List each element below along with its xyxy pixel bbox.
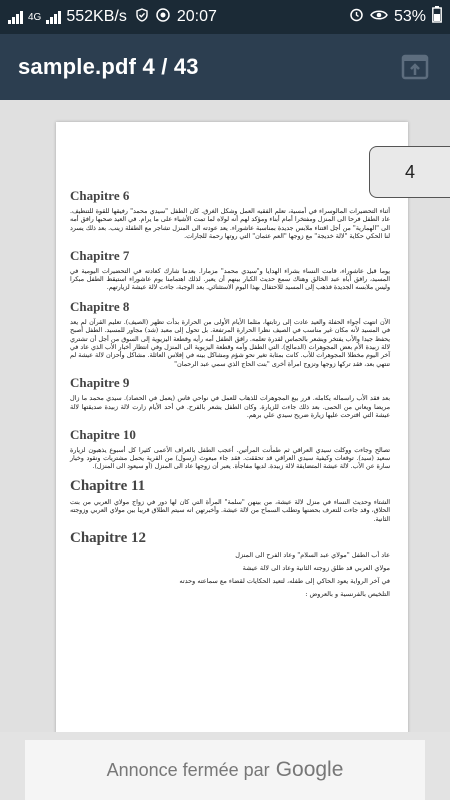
- chapter-heading: Chapitre 8: [70, 298, 130, 314]
- pdf-page: [56, 122, 408, 732]
- battery-level: 53%: [393, 8, 426, 25]
- text-line: مولاي العربي قد طلق زوجته الثانية وعاد الى لالة عيشة: [242, 563, 390, 572]
- text-line: في آخر الرواية يعود الحاكي إلى طفله، لتعيد الحكايات لقضاء مع سماعته وحدته: [179, 576, 390, 585]
- google-logo: Google: [275, 758, 344, 781]
- paragraph: بعد فقد الأب راسماله يكامله. قرر بيع المجوهرات للذهاب للعمل في نواحي فاس (يعمل في الحصاد). سيدي محمد ما زال مريضا ويعاني من الحمى. بعد ذلك جاءت للزيارة. وكان الطفل يشعر بالفرح. في أحد الأيام زارت لالة زبيدة صديقتها لالة عيشة التي اقترحت عليها زيارة ضريح سيدي علي برهم.: [70, 395, 390, 420]
- chapter-heading: Chapitre 9: [70, 375, 130, 391]
- signal-icon: [46, 10, 61, 24]
- chapter-heading: Chapitre 10: [70, 426, 136, 442]
- paragraph: أثناء التحضيرات المالوسراء في أمسية، تعلم الفقيه العمل وشكل الغرق. كان الطفل "سيدي محمد" رفيقها للقوة للتنظيف. عاد الطفل فرحا الى المنزل ومفتخرا أمام أبناء ومؤكد لهم أنه لولاه لما تمت الأشياء على ما يرام. في العيد صحبها رافق أمه الى "الهمارية" من أجل اقتناء ملابس جديدة بمناسبة عاشوراء. يعد عودته الى المنزل تشاجر مع الطفلة زينب. بعد ذلك يسرد لنا الحكي حكاية "لالة خديجة" مع زوجها "العم عثمان" التي روتها رحمة للجارات.: [70, 208, 390, 241]
- sync-icon: [155, 7, 171, 28]
- paragraph: الشتاء وحديث النساء في منزل لالة عيشة، من بينهن "سلمة" المرأة التي كان لها دور في زواج مولاي العربي من بنت الحلاق، وقد جاءت للتعرف بحضنها وتطلب السماح من لالة عيشة. وأخبرتهن انه سيتم الطلاق قريبا بين مولاي العربي وزوجته الثانية.: [70, 498, 390, 523]
- check-shield-icon: [135, 8, 149, 27]
- eye-icon: [370, 8, 388, 26]
- document-title: sample.pdf 4 / 43: [18, 54, 199, 79]
- chapter-heading: Chapitre 7: [70, 247, 130, 263]
- paragraph: يوما قبل عاشوراء، قامت النساء بشراء الهدايا و"سيدي محمد" مزمارا. بعدما شارك كعادته في التحضيرات اليومية في المسيد، رافق أباه عبد الخالق وهناك سمع حديث الكبار بينهم أن يعبر. لذلك اهتمامنا يوم عاشوراء استيقظ الطفل مبكرا وليس ملابسه الجديدة فذهب إلى المسيد للاحتفال بهذا اليوم الاستثنائي. بعد الوجبة، جاءت لالة عيشة لزيارتهم.: [70, 267, 390, 292]
- paragraph: تصالح وجاءت ووكلت سيدي العراقي ثم طمأنت المرأتين. أعجب الطفل بالعراف الأعمى كثيرا كل أسبوع يذهبون لزيارة سعيد (سيد). توقعات وكيفية سيدي العراقي قد تحققت. فقد جاء ميعوث (رسول) من القرية يحمل مشتريات ونقود وخيار سارة عن الأب. لالة عيشة المتضايقة لالة زبيدة. لديها مفاجأة. يعبر أن زوجها عاد الى المنزل (أو سيعود الى المنزل).: [70, 446, 390, 471]
- data-speed: 552KB/s: [66, 8, 127, 25]
- sim-signal-icon: [8, 10, 23, 24]
- text-line: عاد أب الطفل "مولاي عبد السلام" وعاد الفرح الى المنزل: [235, 550, 390, 559]
- chapter-heading: Chapitre 6: [70, 188, 130, 203]
- open-file-button[interactable]: [398, 50, 432, 84]
- ad-closed-label: Annonce fermée par: [106, 759, 270, 780]
- page-number-indicator[interactable]: 4: [369, 146, 450, 198]
- battery-icon: [432, 6, 442, 28]
- open-in-icon: [400, 52, 430, 82]
- paragraph: الآن انتهت أجواء الحفلة والعيد عادت إلى رتابتها، مثلما الأيام الأولى من الحرارة بدأت تظهر (الصيف). تعليم القرآن لم يعد في المسيد لأنه مكان غير مناسب في الصيف نظرا الحرارة المرتفعة. بل تحول إلى معبد (شد) مجاور للمسيد. الطفل أصبح يحفظ جيدا والأب يفتخر ويشعر بالحماس لقدرة تعلمه. راقق الطفل أمه رأيه وقطعة اليزيوية إلى السوق من أجل أن تشتري لالة زبيدة الأم بعض المجوهرات (الدمالج). التي الطفل وأمه وقطعة اليزيوية الى المنزل وفي انتظار أخبار الأب الذي عاد في آخر اليوم مخطلا المجوهرات للأب. كانت بمثابة تغير نحو شؤم ومشاكل بينه في إفلاس العائلة. مشاكل وأحزان لالة عيشة لم تنتهي بعد، فقد تركها زوجها وتزوج امرأة أخرى "بنت الحاج الذي سمي عبد الرحمان": [70, 318, 390, 368]
- chapter-heading: Chapitre 11: [70, 477, 146, 494]
- network-type: 4G: [28, 11, 42, 23]
- ad-banner: [0, 732, 450, 800]
- ad-closed-notice: [25, 740, 425, 800]
- clock: 20:07: [176, 8, 217, 25]
- chapter-heading: Chapitre 12: [70, 529, 146, 546]
- text-line: التلخيص بالفرنسية و بالعروض :: [305, 589, 390, 598]
- alarm-icon: [349, 7, 364, 27]
- app-toolbar: [0, 34, 450, 100]
- status-bar: [0, 0, 450, 34]
